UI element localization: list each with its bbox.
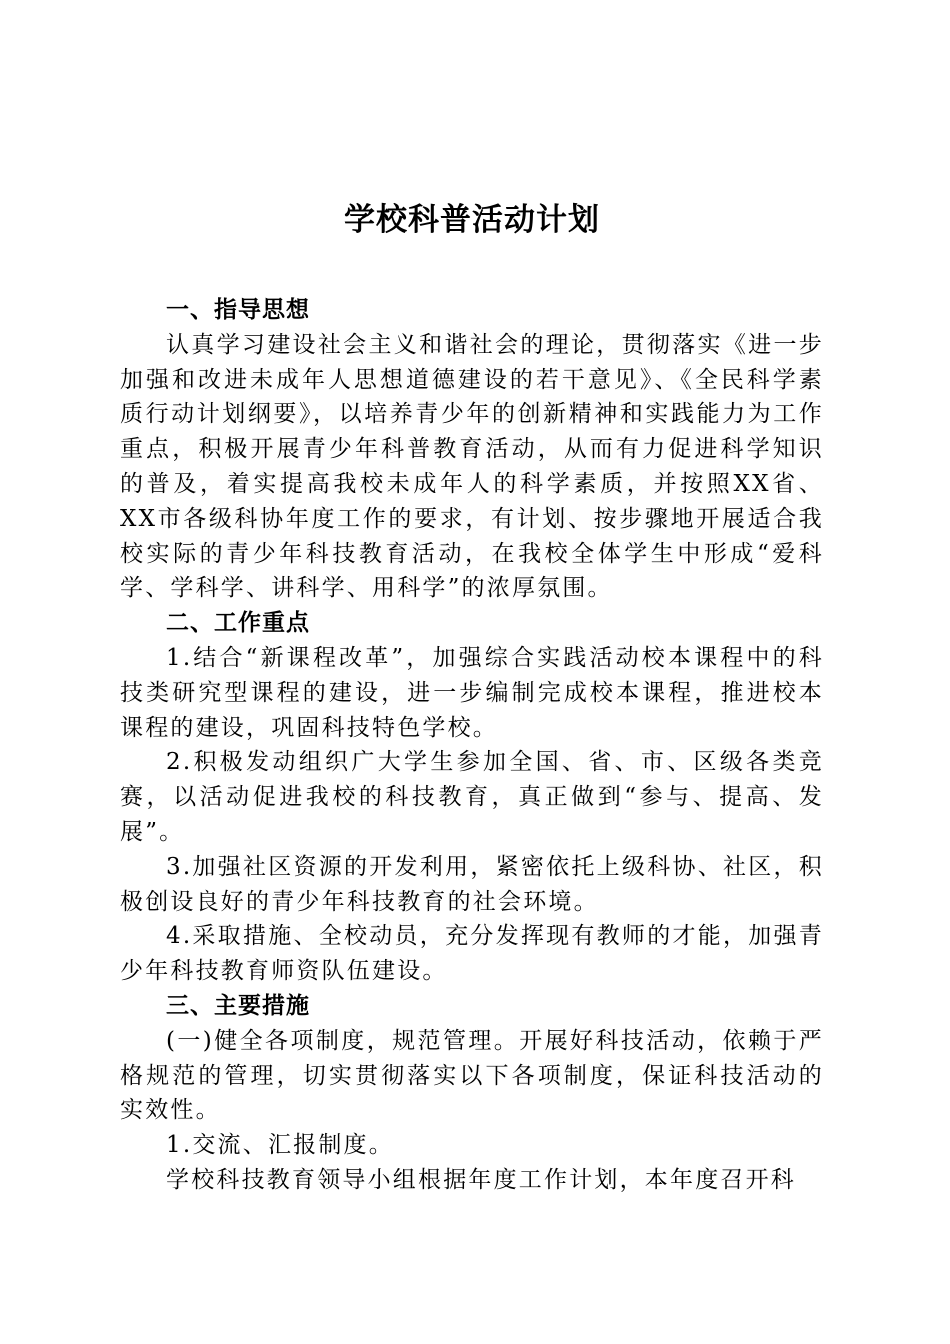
- paragraph-focus-item-1: 1.结合“新课程改革”，加强综合实践活动校本课程中的科技类研究型课程的建设，进一步编制完成校本课程，推进校本课程的建设，巩固科技特色学校。: [120, 644, 824, 741]
- paragraph-measures-item-1: 1.交流、汇报制度。: [166, 1132, 394, 1159]
- document-body: [120, 293, 824, 1198]
- section-heading-main-measures: 三、主要措施: [166, 992, 310, 1019]
- paragraph-measures-item-1-detail: 学校科技教育领导小组根据年度工作计划，本年度召开科: [166, 1166, 796, 1193]
- paragraph-focus-item-3: 3.加强社区资源的开发利用，紧密依托上级科协、社区，积极创设良好的青少年科技教育的社会环境。: [120, 853, 824, 915]
- paragraph-focus-item-2: 2.积极发动组织广大学生参加全国、省、市、区级各类竞赛，以活动促进我校的科技教育，真正做到“参与、提高、发展”。: [120, 749, 824, 845]
- paragraph-guiding-ideology: 认真学习建设社会主义和谐社会的理论，贯彻落实《进一步加强和改进未成年人思想道德建设的若干意见》、《全民科学素质行动计划纲要》，以培养青少年的创新精神和实践能力为工作重点，积极开展青少年科普教育活动，从而有力促进科学知识的普及，着实提高我校未成年人的科学素质，并按照XX省、XX市各级科协年度工作的要求，有计划、按步骤地开展适合我校实际的青少年科技教育活动，在我校全体学生中形成“爱科学、学科学、讲科学、用科学”的浓厚氛围。: [120, 331, 824, 602]
- section-heading-work-focus: 二、工作重点: [166, 610, 310, 637]
- document-title: 学校科普活动计划: [344, 202, 600, 238]
- paragraph-measures-1: (一)健全各项制度，规范管理。开展好科技活动，依赖于严格规范的管理，切实贯彻落实以下各项制度，保证科技活动的实效性。: [120, 1027, 824, 1124]
- paragraph-focus-item-4: 4.采取措施、全校动员，充分发挥现有教师的才能，加强青少年科技教育师资队伍建设。: [120, 923, 824, 985]
- document-page: [120, 0, 824, 1344]
- section-heading-guiding-ideology: 一、指导思想: [166, 297, 310, 323]
